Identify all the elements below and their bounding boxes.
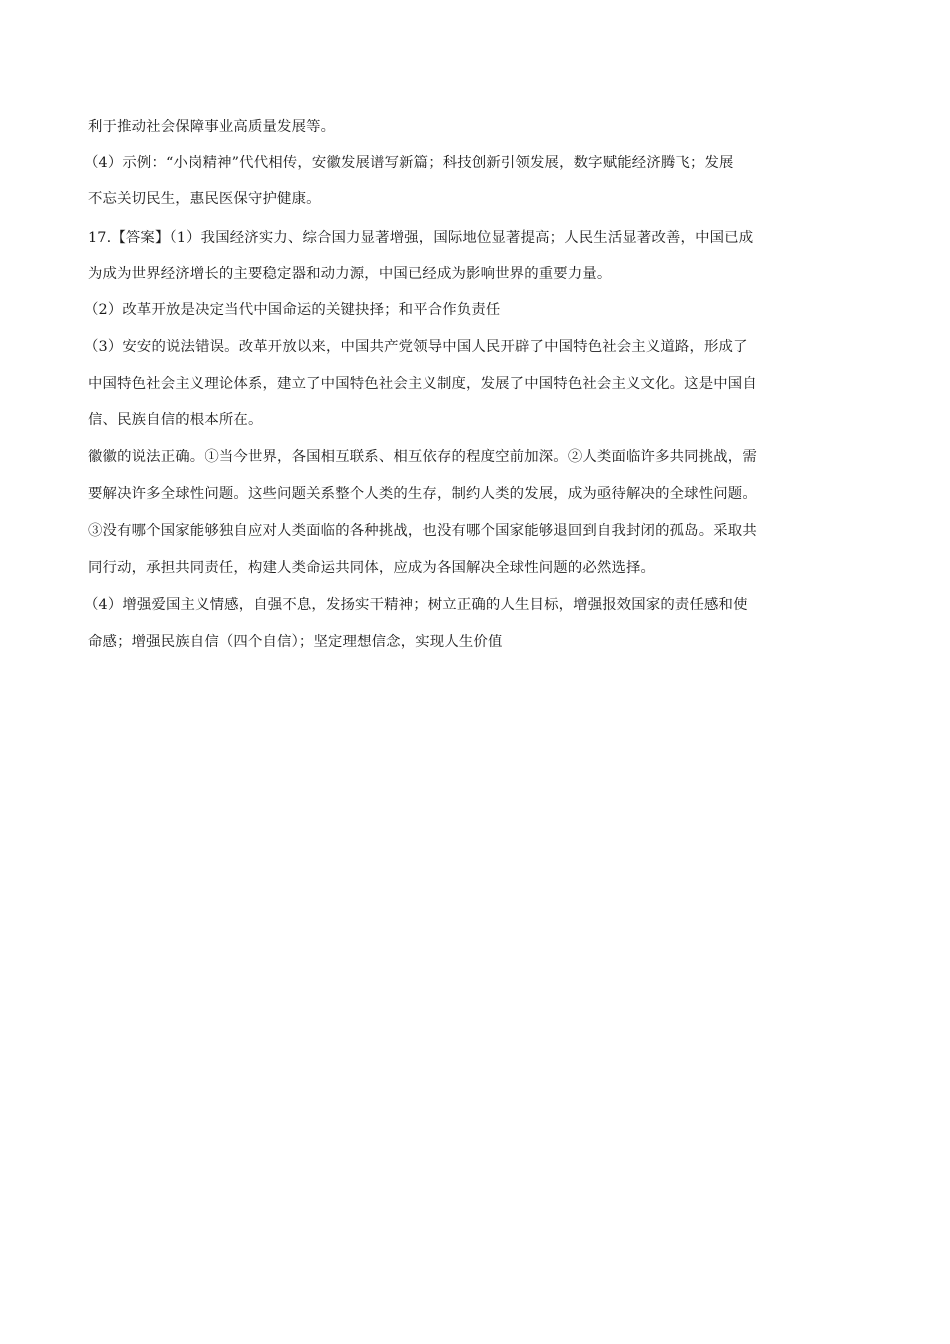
text-line: （4）增强爱国主义情感，自强不息，发扬实干精神；树立正确的人生目标，增强报效国家的责任感和使 [84,597,748,613]
text-line: 利于推动社会保障事业高质量发展等。 [88,119,336,135]
text-line: 为成为世界经济增长的主要稳定器和动力源，中国已经成为影响世界的重要力量。 [88,266,612,282]
text-line: 不忘关切民生，惠民医保守护健康。 [88,191,321,207]
text-line: （4）示例：“小岗精神”代代相传，安徽发展谱写新篇；科技创新引领发展，数字赋能经济腾飞；发展 [84,155,734,171]
text-line: 命感；增强民族自信（四个自信）；坚定理想信念，实现人生价值 [88,634,503,650]
text-line: （3）安安的说法错误。改革开放以来，中国共产党领导中国人民开辟了中国特色社会主义道路，形成了 [84,339,748,355]
text-line: 中国特色社会主义理论体系，建立了中国特色社会主义制度，发展了中国特色社会主义文化。这是中国自 [88,376,757,392]
text-line: ③没有哪个国家能够独自应对人类面临的各种挑战，也没有哪个国家能够退回到自我封闭的孤岛。采取共 [88,523,757,539]
text-line: 信、民族自信的根本所在。 [88,412,263,428]
text-line: （2）改革开放是决定当代中国命运的关键抉择；和平合作负责任 [84,302,501,318]
text-line: 徽徽的说法正确。①当今世界，各国相互联系、相互依存的程度空前加深。②人类面临许多共同挑战，需 [88,449,757,465]
text-line: 同行动，承担共同责任，构建人类命运共同体，应成为各国解决全球性问题的必然选择。 [88,560,656,576]
text-line: 要解决许多全球性问题。这些问题关系整个人类的生存，制约人类的发展，成为亟待解决的全球性问题。 [88,486,757,502]
answer-heading-line: 17.【答案】（1）我国经济实力、综合国力显著增强，国际地位显著提高；人民生活显著改善，中国已成 [88,230,754,246]
